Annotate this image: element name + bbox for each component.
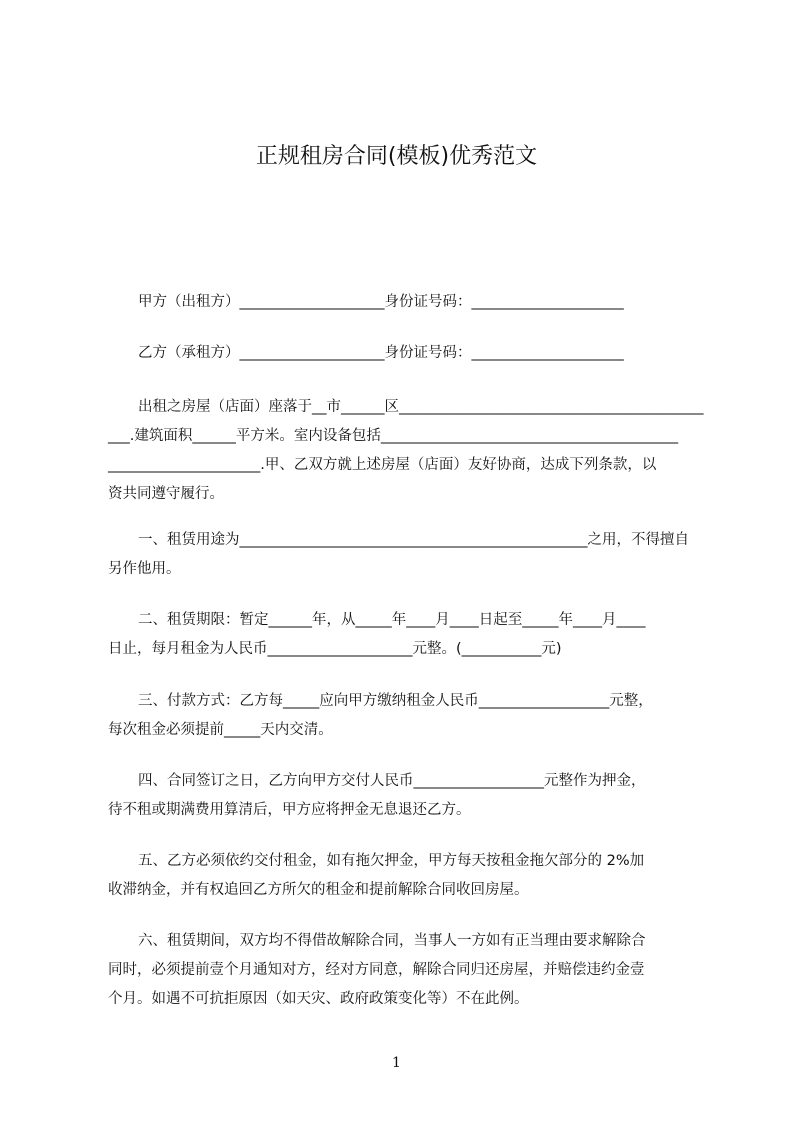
clause-5-line-1: 五、乙方必须依约交付租金，如有拖欠押金，甲方每天按租金拖欠部分的 2%加	[138, 853, 645, 869]
clause-6-line-2: 同时，必须提前壹个月通知对方，经对方同意，解除合同归还房屋，并赔偿违约金壹	[108, 962, 645, 978]
clause-1-paragraph	[108, 526, 702, 584]
property-line-3: _____________________.甲、乙双方就上述房屋（店面）友好协商，达成下列条款，以	[108, 457, 657, 473]
page-number: 1	[392, 1055, 401, 1071]
clause-4-line-2: 待不租或期满费用算清后，甲方应将押金无息退还乙方。	[108, 802, 471, 818]
clause-4-paragraph	[108, 767, 702, 825]
property-line-1: 出租之房屋（店面）座落于__市______区__________________________________________	[138, 399, 704, 415]
property-line-4: 资共同遵守履行。	[108, 486, 224, 502]
party-a-paragraph	[108, 288, 702, 317]
clause-3-paragraph	[108, 687, 702, 745]
party-b-line: 乙方（承租方）____________________身份证号码：_____________________	[138, 345, 624, 361]
party-b-paragraph	[108, 339, 702, 368]
clause-3-line-2: 每次租金必须提前_____天内交清。	[108, 722, 333, 738]
clause-6-paragraph	[108, 927, 702, 1014]
clause-2-line-2: 日止，每月租金为人民币____________________元整。(___________元)	[108, 641, 562, 657]
clause-2-line-1: 二、租赁期限：暂定______年，从_____年____月____日起至_____年____月____	[138, 612, 646, 628]
clause-6-line-1: 六、租赁期间，双方均不得借故解除合同，当事人一方如有正当理由要求解除合	[138, 933, 646, 949]
property-paragraph	[108, 393, 702, 509]
clause-4-line-1: 四、合同签订之日，乙方向甲方交付人民币__________________元整作为押金，	[138, 773, 646, 789]
document-title: 正规租房合同(模板)优秀范文	[255, 144, 538, 169]
clause-5-paragraph	[108, 847, 702, 905]
party-a-line: 甲方（出租方）____________________身份证号码：_____________________	[138, 294, 624, 310]
clause-1-line-2: 另作他用。	[108, 561, 181, 577]
clause-5-line-2: 收滞纳金，并有权追回乙方所欠的租金和提前解除合同收回房屋。	[108, 882, 529, 898]
clause-1-line-1: 一、租赁用途为________________________________________________之用，不得擅自	[138, 532, 689, 548]
clause-2-paragraph	[108, 606, 702, 664]
property-line-2: ___.建筑面积______平方米。室内设备包括_________________________________________	[108, 428, 679, 444]
clause-6-line-3: 个月。如遇不可抗拒原因（如天灾、政府政策变化等）不在此例。	[108, 991, 529, 1007]
clause-3-line-1: 三、付款方式：乙方每_____应向甲方缴纳租金人民币__________________元整，	[138, 693, 653, 709]
